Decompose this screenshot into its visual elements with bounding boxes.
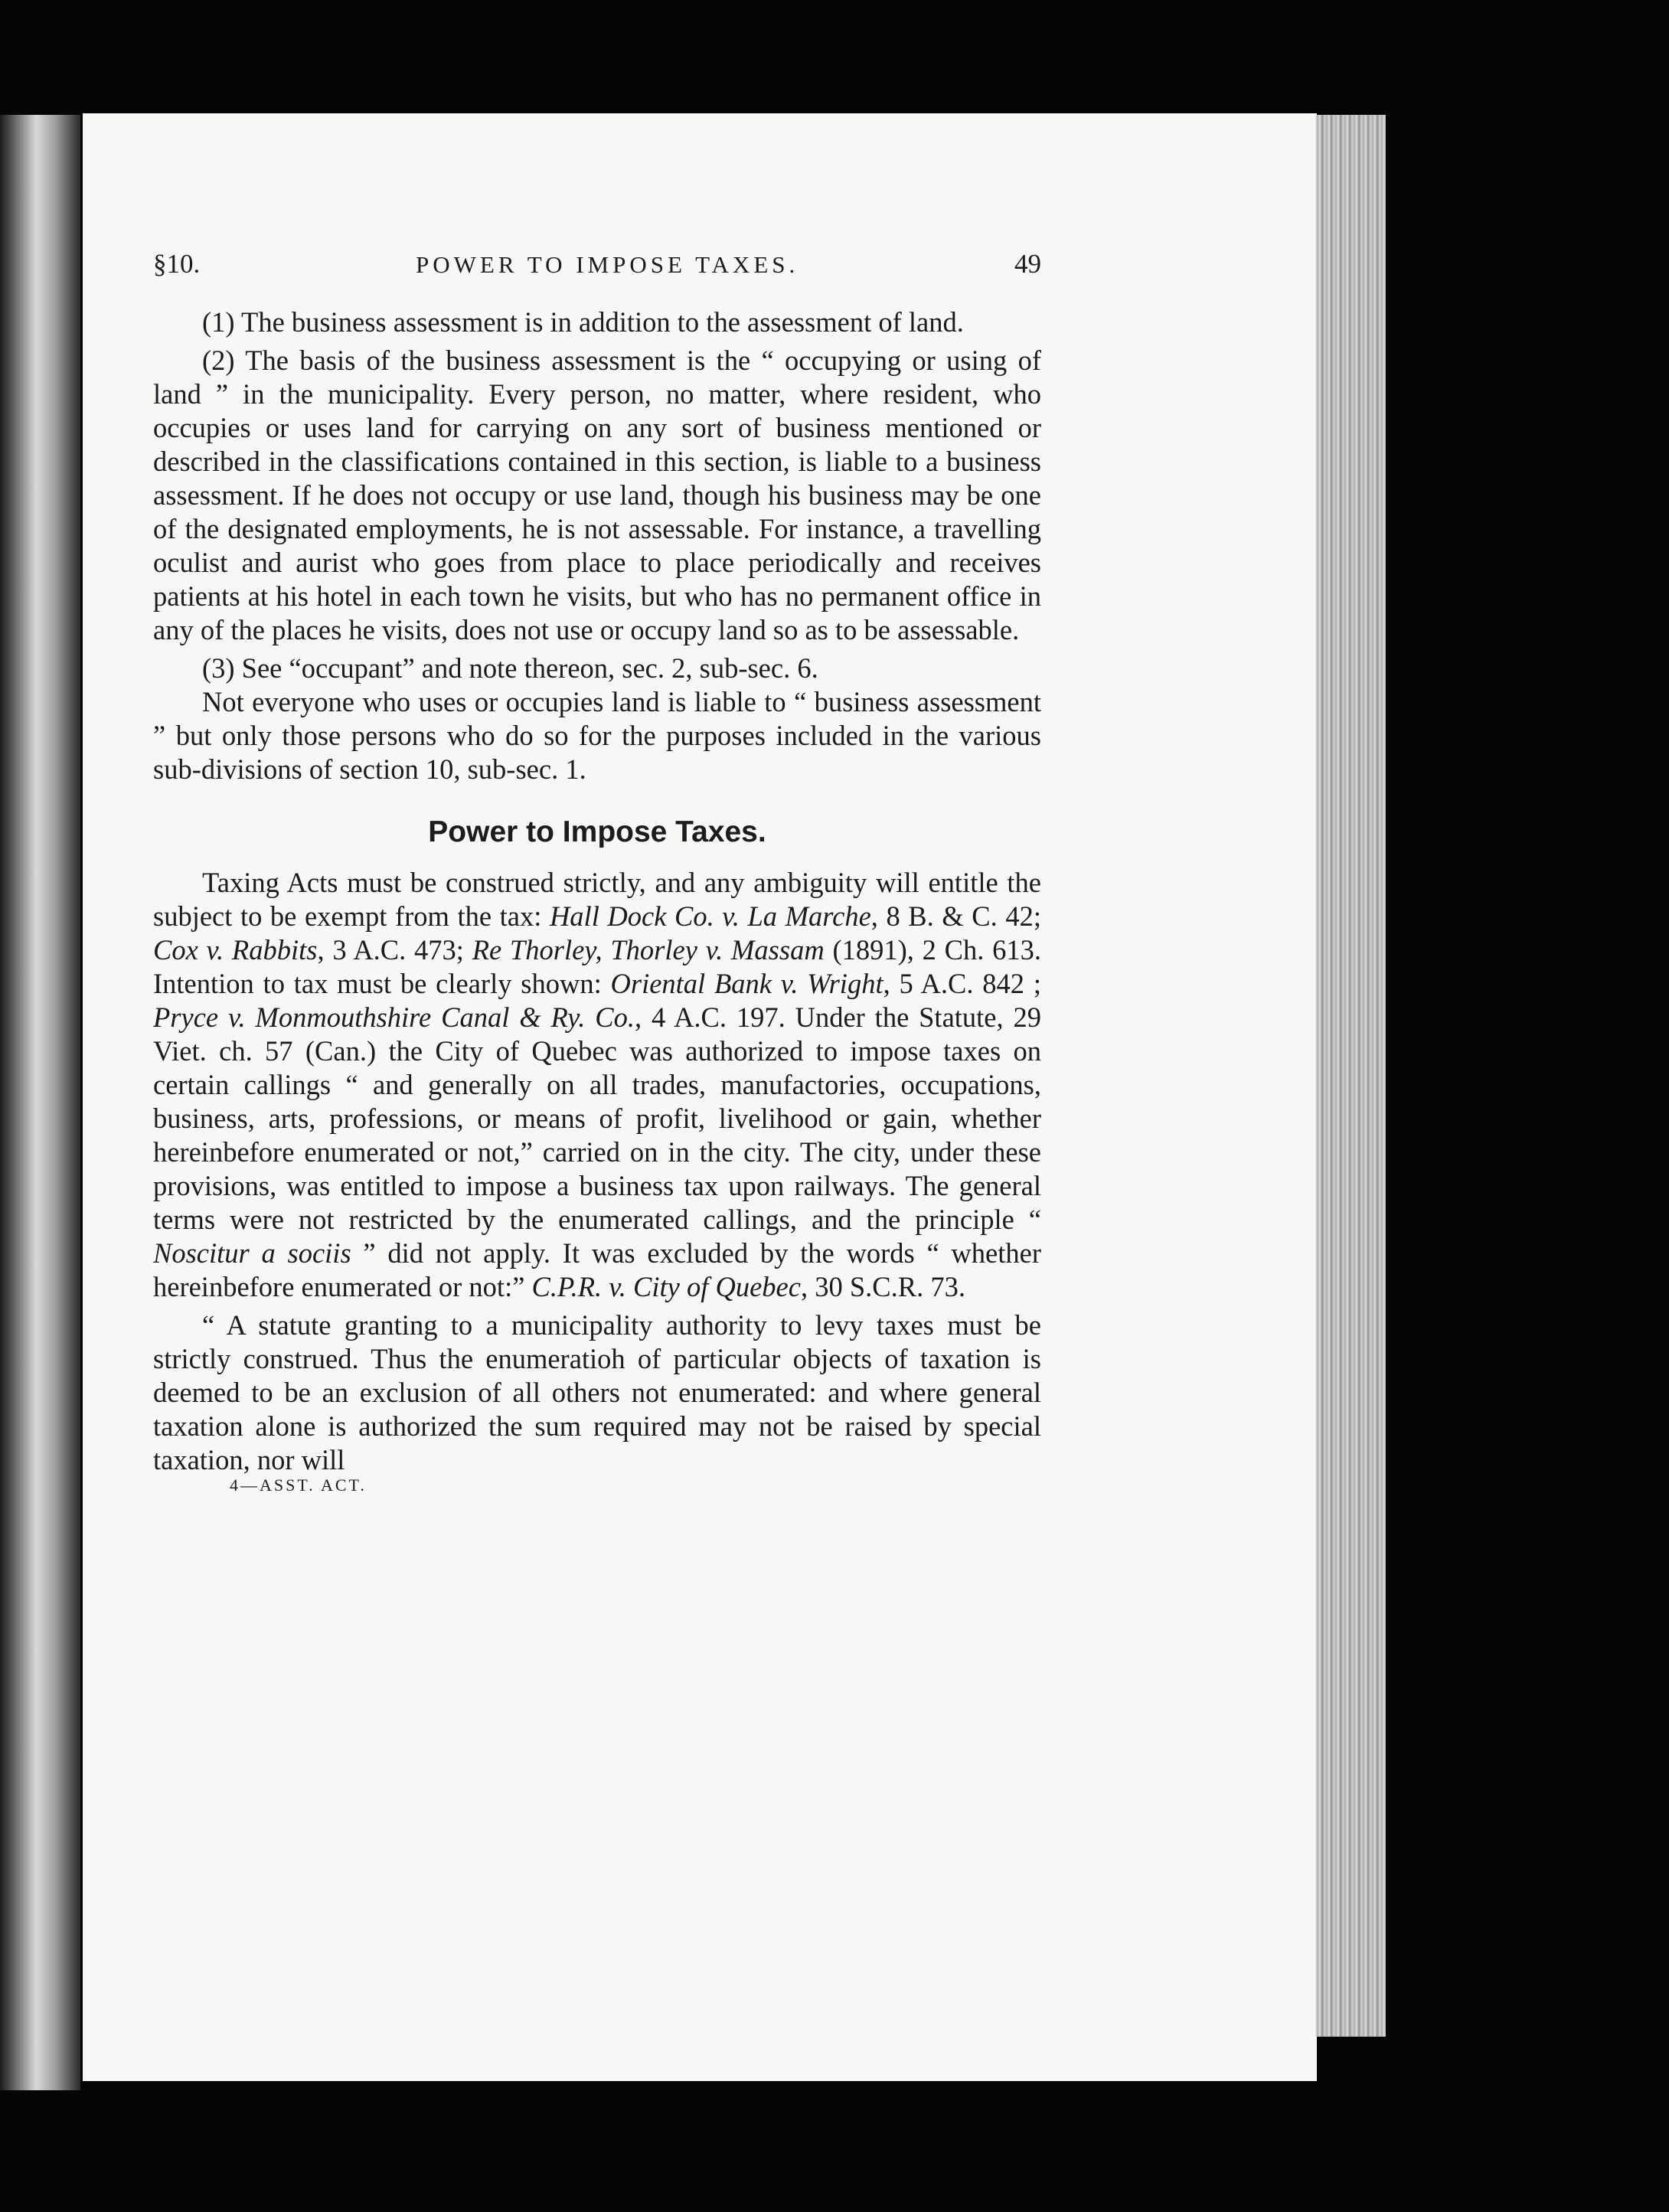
case-name: Re Thorley, Thorley v. Massam [472, 934, 825, 966]
book-page-edges [1315, 115, 1386, 2037]
taxing-acts-paragraph [153, 866, 1041, 1304]
paragraph-4: Not everyone who uses or occupies land is liable to “ business assessment ” but only those persons who do so for the purposes included in the various sub-divisions of section 10, sub-sec. 1. [153, 686, 1041, 785]
citation: (1891), 2 Ch. 613. Intention to tax must be clearly shown: [153, 934, 1041, 999]
text-run: , 4 A.C. 197. Under the Statute, 29 Viet. ch. 57 (Can.) the City of Quebec was authorized to impose taxes on certain callings “ and generally on all trades, manufactories, occupations, business, arts, professions, or means of profit, livelihood or gain, whether hereinbefore enumerated or not,” carried on in the city. The city, under these provisions, was entitled to impose a business tax upon railways. The general terms were not restricted by the enumerated callings, and the principle “ [153, 1001, 1041, 1235]
case-name: Hall Dock Co. v. La Marche [549, 900, 871, 932]
text-run: ” did not apply. It was excluded by the words “ whether hereinbefore enumerated or not:” [153, 1237, 1041, 1302]
section-heading: Power to Impose Taxes. [428, 815, 766, 848]
paragraph-1: (1) The business assessment is in addition to the assessment of land. [202, 306, 964, 338]
paragraph-2: (2) The basis of the business assessment is the “ occupying or using of land ” in the municipality. Every person, no matter, where resident, who occupies or uses land for carrying on any sort of business mentioned or described in the classifications contained in this section, is liable to a business assessment. If he does not occupy or use land, though his business may be one of the designated employments, he is not assessable. For instance, a travelling oculist and aurist who goes from place to place periodically and receives patients at his hotel in each town he visits, but who has no permanent office in any of the places he visits, does not use or occupy land so as to be assessable. [153, 345, 1041, 645]
citation: , 30 S.C.R. 73. [800, 1271, 965, 1302]
latin-maxim: Noscitur a sociis [153, 1237, 351, 1269]
case-name: Cox v. Rabbits [153, 934, 318, 966]
statute-paragraph: “ A statute granting to a municipality authority to levy taxes must be strictly construed. Thus the enumeratioh of particular objects of taxation is deemed to be an exclusion of all others not enumerated: and where general taxation alone is authorized the sum required may not be raised by special taxation, nor will [153, 1309, 1041, 1475]
page-number: 49 [1014, 249, 1041, 279]
section-mark: §10. [153, 249, 201, 279]
paragraph-3: (3) See “occupant” and note thereon, sec. 2, sub-sec. 6. [202, 652, 818, 684]
citation: , 5 A.C. 842 ; [883, 968, 1041, 999]
case-name: Oriental Bank v. Wright [610, 968, 883, 999]
text-run: Taxing Acts must be construed strictly, and any ambiguity will entitle the subject to be exempt from the tax: [153, 867, 1041, 932]
signature-mark: 4—ASST. ACT. [230, 1475, 367, 1495]
running-head [153, 249, 1041, 279]
book-left-edge [0, 115, 80, 2090]
running-title: POWER TO IMPOSE TAXES. [416, 251, 799, 278]
citation: , 3 A.C. 473; [317, 934, 472, 966]
citation: , 8 B. & C. 42; [870, 900, 1041, 932]
page-content [153, 249, 1041, 1495]
case-name: Pryce v. Monmouthshire Canal & Ry. Co. [153, 1001, 635, 1033]
case-name: C.P.R. v. City of Quebec [531, 1271, 801, 1302]
